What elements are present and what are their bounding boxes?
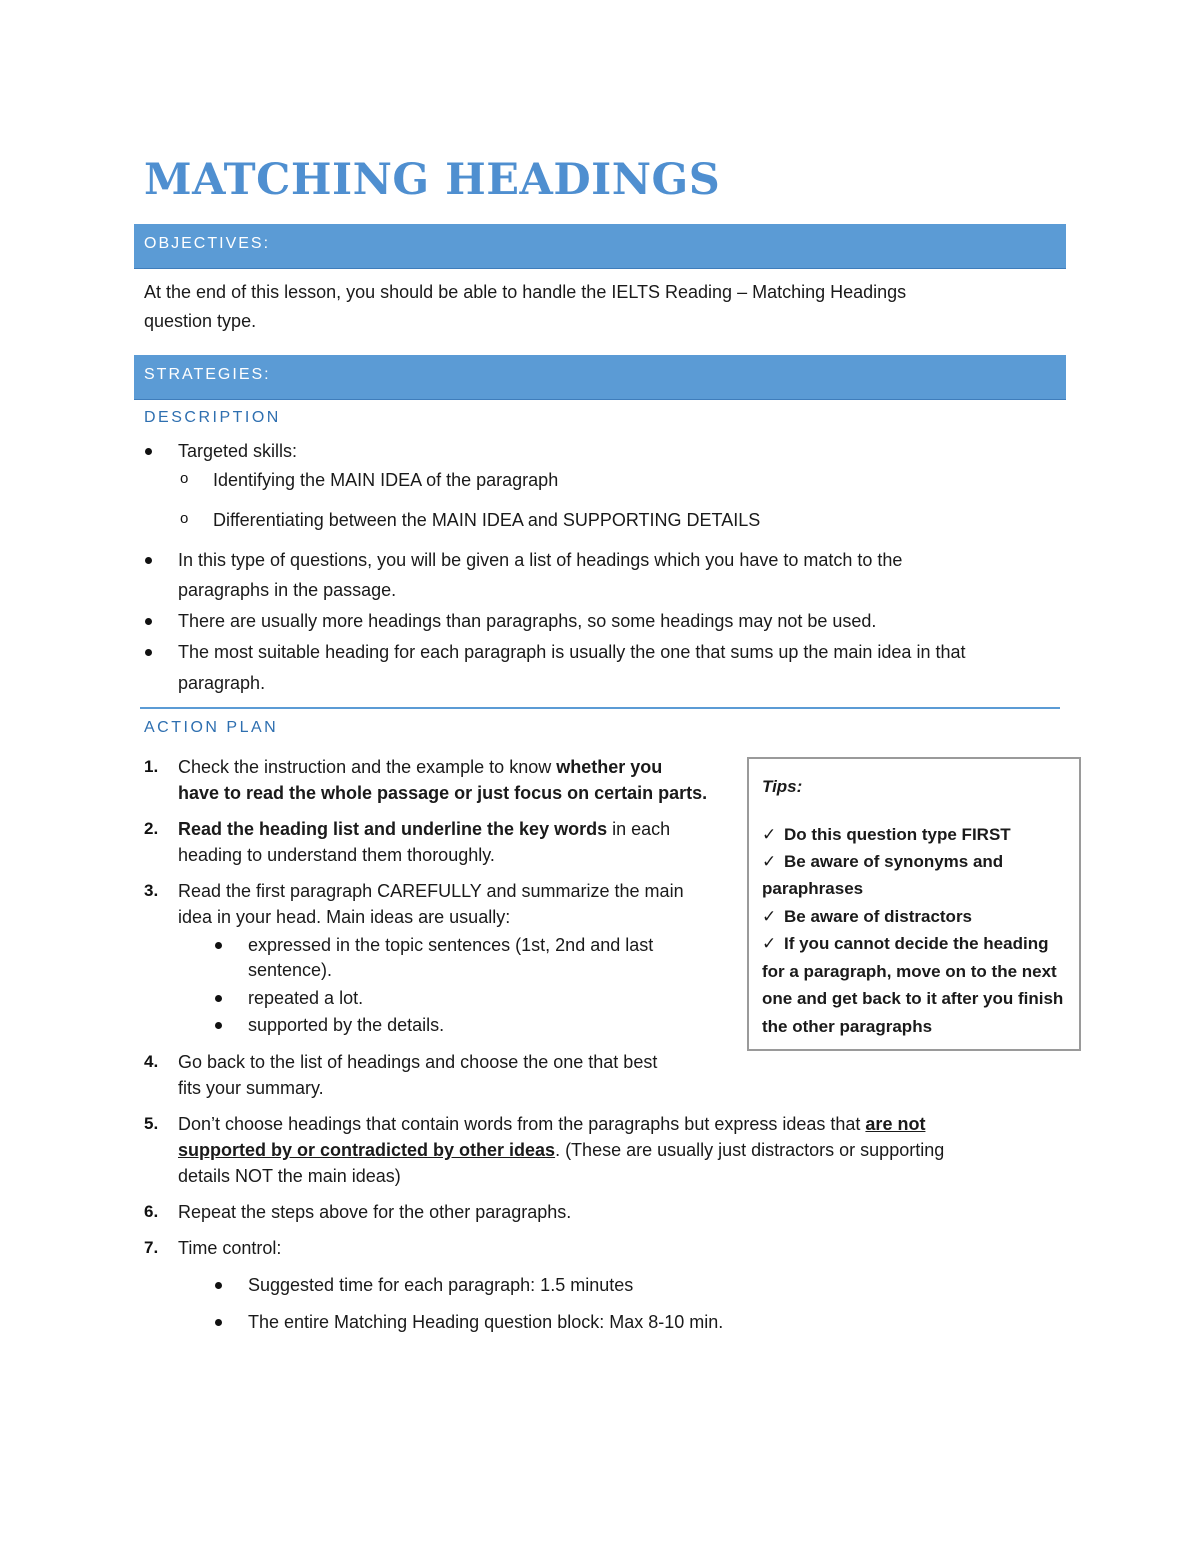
description-heading: DESCRIPTION — [144, 409, 281, 426]
step-number: 5. — [144, 1114, 159, 1133]
tip2-text-line2: paraphrases — [762, 879, 864, 898]
strategies-label: STRATEGIES: — [144, 366, 271, 383]
step3-sub1-line2: sentence). — [248, 960, 333, 980]
description-bullet-list-line1: In this type of questions, you will be given a list of headings which you have to match to the — [178, 550, 903, 570]
step2-text: in each — [607, 819, 671, 839]
tip4-text-line3: one and get back to it after you finish — [762, 989, 1064, 1008]
step-number: 2. — [144, 819, 159, 838]
step2-line2: heading to understand them thoroughly. — [178, 845, 495, 865]
objectives-label: OBJECTIVES: — [144, 235, 271, 252]
tips-box — [747, 757, 1081, 1051]
step-number: 4. — [144, 1052, 159, 1071]
step5-line3: details NOT the main ideas) — [178, 1166, 401, 1186]
tip-item — [762, 903, 1072, 931]
step1-bold: whether you — [556, 757, 663, 777]
bullet-dot — [215, 1319, 222, 1326]
tip-item — [762, 848, 1072, 876]
step-number: 7. — [144, 1238, 159, 1257]
step1-line2 — [178, 780, 707, 806]
step3-sub1-line1: expressed in the topic sentences (1st, 2nd and last — [248, 935, 654, 955]
tip3-text: Be aware of distractors — [784, 907, 973, 926]
step3-sub3: supported by the details. — [248, 1015, 445, 1035]
step-number: 6. — [144, 1202, 159, 1221]
step5-underlined-bold-line2: supported by or contradicted by other ideas — [178, 1140, 556, 1160]
description-bullet-more-headings: There are usually more headings than paragraphs, so some headings may not be used. — [178, 611, 877, 631]
step5-text: Don’t choose headings that contain words from the paragraphs but express ideas that — [178, 1114, 866, 1134]
tip1-text: Do this question type FIRST — [784, 825, 1011, 844]
bullet-dot — [145, 557, 152, 564]
bullet-dot — [215, 1022, 222, 1029]
bullet-dot — [145, 448, 152, 455]
step-number: 1. — [144, 757, 159, 776]
objectives-band — [134, 224, 1066, 268]
step1-line1 — [178, 754, 662, 780]
step5-line1 — [178, 1111, 925, 1137]
tip4-text-line1: If you cannot decide the heading — [784, 934, 1049, 953]
page-title: MATCHING HEADINGS — [144, 155, 721, 205]
description-bullet-targeted-skills: Targeted skills: — [178, 441, 298, 461]
strategies-band — [134, 355, 1066, 399]
bullet-dot — [215, 1282, 222, 1289]
tip2-text-line1: Be aware of synonyms and — [784, 852, 1004, 871]
step6: Repeat the steps above for the other paragraphs. — [178, 1202, 572, 1222]
section-divider — [140, 707, 1060, 709]
step-number: 3. — [144, 881, 159, 900]
objectives-text-line1: At the end of this lesson, you should be able to handle the IELTS Reading – Matching Headings — [144, 282, 907, 302]
checkmark-icon: ✓ — [762, 934, 777, 953]
step2-bold: Read the heading list and underline the key words — [178, 819, 608, 839]
bullet-dot — [145, 618, 152, 625]
step5-underlined-bold: are not — [865, 1114, 926, 1134]
sub-bullet-circle: o — [180, 510, 189, 527]
checkmark-icon: ✓ — [762, 907, 777, 926]
step4-line2: fits your summary. — [178, 1078, 324, 1098]
step7-sub2: The entire Matching Heading question block: Max 8-10 min. — [248, 1312, 724, 1332]
step1-text: Check the instruction and the example to know — [178, 757, 557, 777]
description-sub-differentiating: Differentiating between the MAIN IDEA and SUPPORTING DETAILS — [213, 510, 761, 530]
step3-line2: idea in your head. Main ideas are usually: — [178, 907, 511, 927]
action-plan-heading: ACTION PLAN — [144, 719, 279, 736]
tip-item — [762, 930, 1072, 958]
checkmark-icon: ✓ — [762, 825, 777, 844]
sub-bullet-circle: o — [180, 470, 189, 487]
step3-line1: Read the first paragraph CAREFULLY and summarize the main — [178, 881, 684, 901]
step4-line1: Go back to the list of headings and choose the one that best — [178, 1052, 658, 1072]
description-sub-main-idea: Identifying the MAIN IDEA of the paragraph — [213, 470, 559, 490]
tip-item — [762, 821, 1072, 849]
bullet-dot — [215, 942, 222, 949]
description-bullet-list-line2: paragraphs in the passage. — [178, 580, 397, 600]
step3-sub2: repeated a lot. — [248, 988, 364, 1008]
step5-line2 — [178, 1137, 944, 1163]
description-bullet-suitable-line1: The most suitable heading for each paragraph is usually the one that sums up the main idea in that — [178, 642, 966, 662]
bullet-dot — [145, 649, 152, 656]
description-bullet-suitable-line2: paragraph. — [178, 673, 266, 693]
tip4-text-line2: for a paragraph, move on to the next — [762, 962, 1057, 981]
step7: Time control: — [178, 1238, 282, 1258]
tip4-text-line4: the other paragraphs — [762, 1017, 933, 1036]
step7-sub1: Suggested time for each paragraph: 1.5 minutes — [248, 1275, 634, 1295]
checkmark-icon: ✓ — [762, 852, 777, 871]
step2-line1 — [178, 816, 670, 842]
step5-text-line2: . (These are usually just distractors or supporting — [555, 1140, 945, 1160]
step1-bold-line2: have to read the whole passage or just focus on certain parts. — [178, 783, 708, 803]
objectives-text-line2: question type. — [144, 311, 257, 331]
bullet-dot — [215, 995, 222, 1002]
tips-title: Tips: — [762, 777, 803, 796]
